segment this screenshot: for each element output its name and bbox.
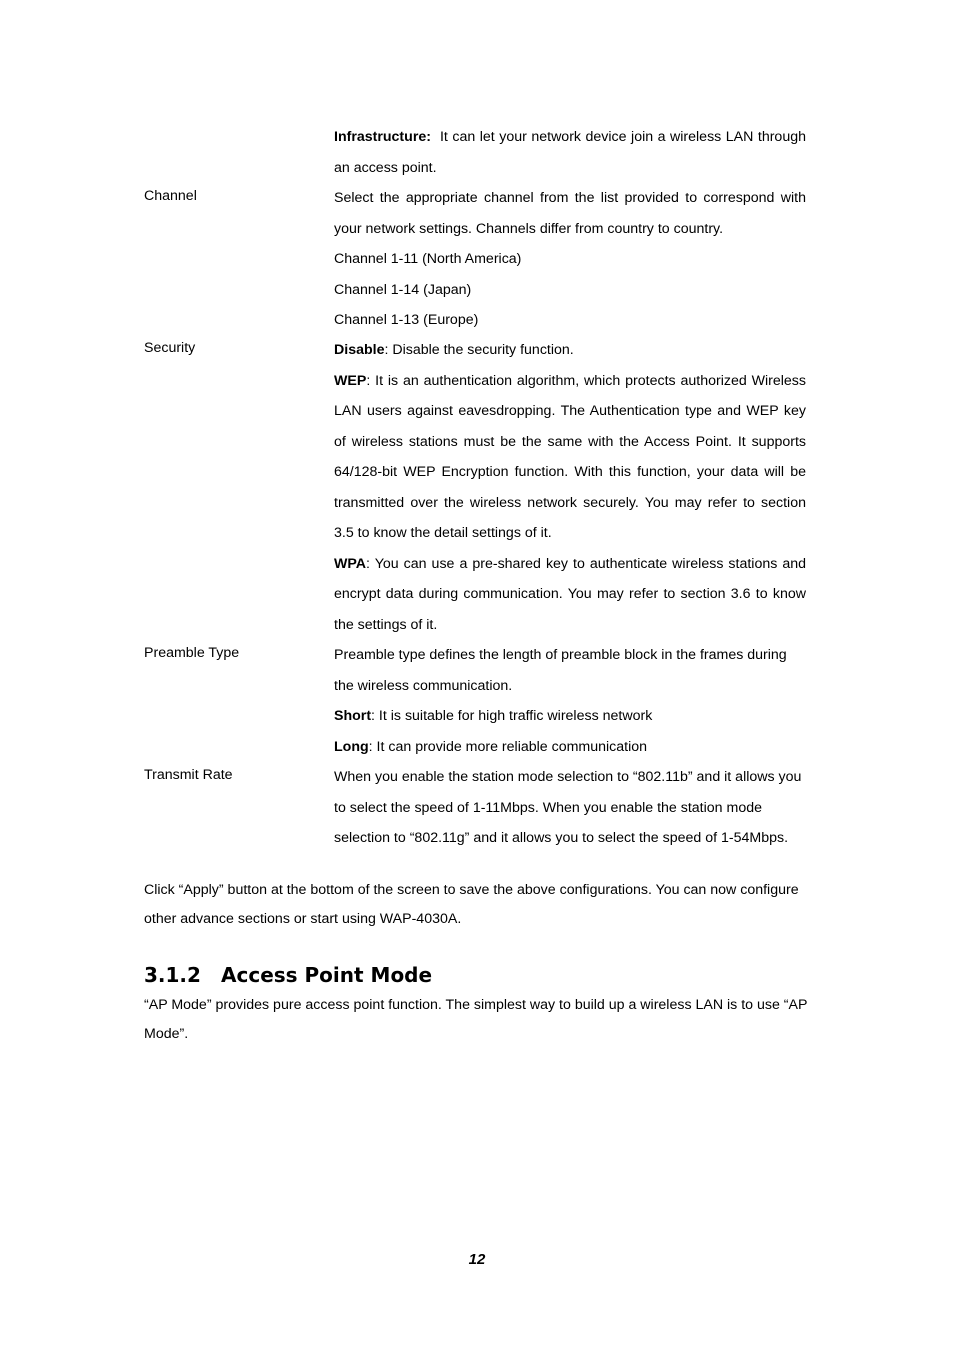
- long-text: : It can provide more reliable communication: [368, 738, 648, 755]
- infrastructure-term: Infrastructure:: [334, 129, 431, 145]
- security-disable: [334, 335, 806, 366]
- preamble-description: [334, 640, 806, 762]
- short-term: Short: [334, 708, 372, 724]
- wpa-term: WPA: [334, 555, 367, 572]
- disable-term: Disable: [334, 342, 385, 358]
- channel-item-japan: Channel 1-14 (Japan): [334, 281, 472, 298]
- infrastructure-text: It can let your network device join a wireless LAN through an access point.: [334, 129, 806, 176]
- security-label: Security: [144, 340, 196, 356]
- transmit-label: Transmit Rate: [144, 767, 233, 783]
- channel-description: [334, 183, 806, 336]
- section-number: 3.1.2: [144, 963, 201, 987]
- transmit-text: When you enable the station mode selection to “802.11b” and it allows you to select the speed of 1-11Mbps. When you enable the station mode selection to “802.11g” and it allows you to select the speed of 1-54Mbps.: [334, 769, 802, 846]
- preamble-label: Preamble Type: [144, 645, 240, 661]
- channel-label: Channel: [144, 188, 197, 204]
- wep-text: : It is an authentication algorithm, which protects authorized Wireless LAN users against eavesdropping. The Authentication type and WEP key of wireless stations must be the same with the Access Point. It supports 64/128-bit WEP Encryption function. With this function, your data will be transmitted over the wireless network securely. You may refer to section 3.5 to know the detail settings of it.: [334, 372, 806, 541]
- disable-text: : Disable the security function.: [384, 342, 574, 358]
- transmit-description: [334, 762, 806, 854]
- section-title: Access Point Mode: [221, 963, 433, 987]
- section-heading: [144, 963, 432, 987]
- infrastructure-description: [334, 122, 806, 183]
- security-wpa: [334, 549, 806, 641]
- page-number: 12: [468, 1251, 486, 1268]
- short-text: : It is suitable for high traffic wireless network: [371, 708, 653, 724]
- security-description: [334, 335, 806, 640]
- preamble-short: [334, 701, 806, 732]
- preamble-text: Preamble type defines the length of preamble block in the frames during the wireless communication.: [334, 647, 787, 694]
- long-term: Long: [334, 738, 369, 755]
- channel-text: Select the appropriate channel from the list provided to correspond with your network settings. Channels differ from country to country.: [334, 190, 806, 237]
- channel-item-north-america: Channel 1-11 (North America): [334, 251, 522, 267]
- wep-term: WEP: [334, 372, 367, 389]
- apply-paragraph: Click “Apply” button at the bottom of the screen to save the above configurations. You can now configure other advance sections or start using WAP-4030A.: [144, 882, 799, 927]
- section-intro: “AP Mode” provides pure access point function. The simplest way to build up a wireless LAN is to use “AP Mode”.: [144, 997, 808, 1042]
- preamble-long: [334, 732, 806, 763]
- channel-item-europe: Channel 1-13 (Europe): [334, 312, 479, 328]
- security-wep: [334, 366, 806, 549]
- wpa-text: : You can use a pre-shared key to authenticate wireless stations and encrypt data during communication. You may refer to section 3.6 to know the settings of it.: [334, 555, 806, 633]
